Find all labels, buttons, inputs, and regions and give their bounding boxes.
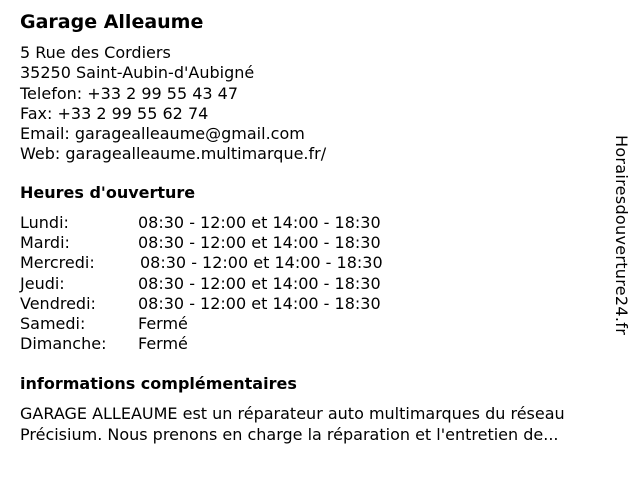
- day-label: Samedi:: [20, 313, 86, 333]
- website-url: Web: garagealleaume.multimarque.fr/: [20, 144, 327, 164]
- business-name: Garage Alleaume: [20, 11, 204, 33]
- description-line: Précisium. Nous prenons en charge la réparation et l'entretien de...: [20, 424, 559, 444]
- address-street: 5 Rue des Cordiers: [20, 43, 171, 62]
- hours-value: Fermé: [138, 334, 188, 354]
- contact-block: [20, 43, 326, 165]
- fax-number: Fax: +33 2 99 55 62 74: [20, 103, 209, 123]
- email-address: Email: garagealleaume@gmail.com: [20, 124, 305, 144]
- day-label: Dimanche:: [20, 334, 107, 354]
- business-description: [20, 404, 565, 445]
- day-label: Mercredi:: [20, 253, 95, 273]
- hours-value: 08:30 - 12:00 et 14:00 - 18:30: [138, 293, 381, 313]
- day-label: Vendredi:: [20, 293, 96, 313]
- day-label: Lundi:: [20, 213, 69, 232]
- site-watermark: Horairesdouverture24.fr: [612, 135, 631, 336]
- info-heading: informations complémentaires: [20, 374, 297, 393]
- hours-value: 08:30 - 12:00 et 14:00 - 18:30: [138, 213, 381, 232]
- hours-value: Fermé: [138, 313, 188, 333]
- hours-value: 08:30 - 12:00 et 14:00 - 18:30: [140, 253, 383, 273]
- hours-heading: Heures d'ouverture: [20, 183, 196, 202]
- day-label: Jeudi:: [20, 273, 65, 293]
- description-line: GARAGE ALLEAUME est un réparateur auto multimarques du réseau: [20, 404, 565, 423]
- day-label: Mardi:: [20, 233, 70, 253]
- phone-number: Telefon: +33 2 99 55 43 47: [20, 83, 239, 103]
- hours-value: 08:30 - 12:00 et 14:00 - 18:30: [138, 273, 381, 293]
- address-city: 35250 Saint-Aubin-d'Aubigné: [20, 63, 255, 83]
- hours-value: 08:30 - 12:00 et 14:00 - 18:30: [138, 233, 381, 253]
